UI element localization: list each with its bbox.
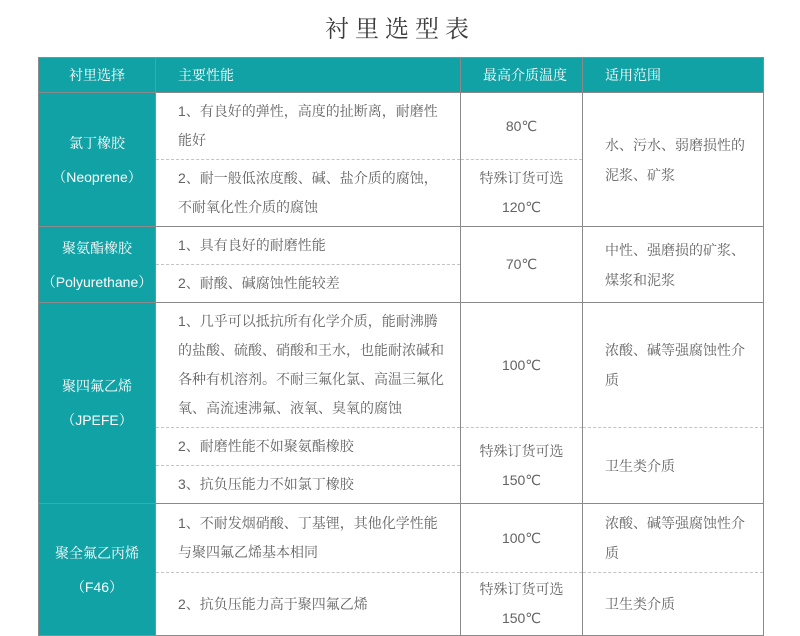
temperature-line: 150℃	[501, 610, 542, 626]
temperature-cell	[461, 504, 583, 573]
application-text: 卫生类介质	[605, 457, 675, 474]
application-cell	[583, 428, 764, 504]
application-cell	[583, 93, 764, 227]
temperature-cell	[461, 428, 583, 504]
lining-name: 聚氨酯橡胶	[62, 239, 132, 256]
application-text: 浓酸、碱等强腐蚀性介质	[605, 342, 745, 388]
performance-cell: 3、抗负压能力不如氯丁橡胶	[156, 466, 461, 504]
table-row	[39, 504, 764, 573]
lining-alias: （Neoprene）	[52, 168, 142, 185]
table-row	[39, 93, 764, 160]
lining-name: 聚四氟乙烯	[62, 378, 132, 394]
performance-cell: 2、抗负压能力高于聚四氟乙烯	[156, 573, 461, 636]
table-row	[39, 227, 764, 265]
lining-name-cell-ptfe	[39, 303, 156, 504]
application-text: 浓酸、碱等强腐蚀性介质	[605, 515, 745, 561]
application-cell	[583, 573, 764, 636]
performance-cell: 2、耐酸、碱腐蚀性能较差	[156, 265, 461, 303]
application-text: 中性、强磨损的矿浆、煤浆和泥浆	[605, 241, 745, 288]
lining-name-cell-neoprene	[39, 93, 156, 227]
lining-name: 氯丁橡胶	[69, 134, 125, 151]
temperature-line: 150℃	[501, 471, 542, 488]
lining-name-cell-polyurethane	[39, 227, 156, 303]
application-cell	[583, 504, 764, 573]
table-row	[39, 303, 764, 428]
temperature-line: 100℃	[501, 529, 542, 546]
lining-name: 聚全氟乙丙烯	[55, 544, 139, 561]
temperature-cell	[461, 573, 583, 636]
performance-cell: 2、耐磨性能不如聚氨酯橡胶	[156, 428, 461, 466]
performance-cell: 1、几乎可以抵抗所有化学介质，能耐沸腾的盐酸、硫酸、硝酸和王水，也能耐浓碱和各种有机溶剂。不耐三氟化氯、高温三氟化氧、高流速沸氟、液氧、臭氧的腐蚀	[156, 303, 461, 428]
application-text: 水、污水、弱磨损性的泥浆、矿浆	[605, 136, 745, 183]
column-header-performance: 主要性能	[156, 58, 461, 93]
lining-alias: （JPEFE）	[61, 412, 133, 428]
temperature-line: 120℃	[501, 199, 542, 215]
lining-alias: （Polyurethane）	[41, 273, 153, 290]
temperature-line: 70℃	[505, 256, 538, 272]
temperature-line: 80℃	[505, 117, 538, 134]
temperature-cell	[461, 227, 583, 303]
temperature-line: 特殊订货可选	[479, 442, 564, 459]
page-title: 衬里选型表	[325, 16, 475, 43]
table-header-row	[39, 58, 764, 93]
temperature-cell	[461, 93, 583, 160]
performance-cell: 1、具有良好的耐磨性能	[156, 227, 461, 265]
application-text: 卫生类介质	[605, 596, 675, 612]
temperature-cell	[461, 160, 583, 227]
temperature-cell	[461, 303, 583, 428]
performance-cell: 1、不耐发烟硝酸、丁基锂，其他化学性能与聚四氟乙烯基本相同	[156, 504, 461, 573]
performance-cell: 1、有良好的弹性，高度的扯断离，耐磨性能好	[156, 93, 461, 160]
temperature-line: 特殊订货可选	[479, 581, 564, 597]
lining-alias: （F46）	[70, 578, 124, 595]
application-cell	[583, 303, 764, 428]
column-header-temperature: 最高介质温度	[461, 58, 583, 93]
temperature-line: 特殊订货可选	[479, 170, 564, 186]
column-header-lining: 衬里选择	[39, 58, 156, 93]
lining-name-cell-f46	[39, 504, 156, 636]
temperature-line: 100℃	[501, 356, 542, 373]
performance-cell: 2、耐一般低浓度酸、碱、盐介质的腐蚀，不耐氧化性介质的腐蚀	[156, 160, 461, 227]
application-cell	[583, 227, 764, 303]
column-header-application: 适用范围	[583, 58, 764, 93]
lining-selection-table	[38, 57, 764, 636]
